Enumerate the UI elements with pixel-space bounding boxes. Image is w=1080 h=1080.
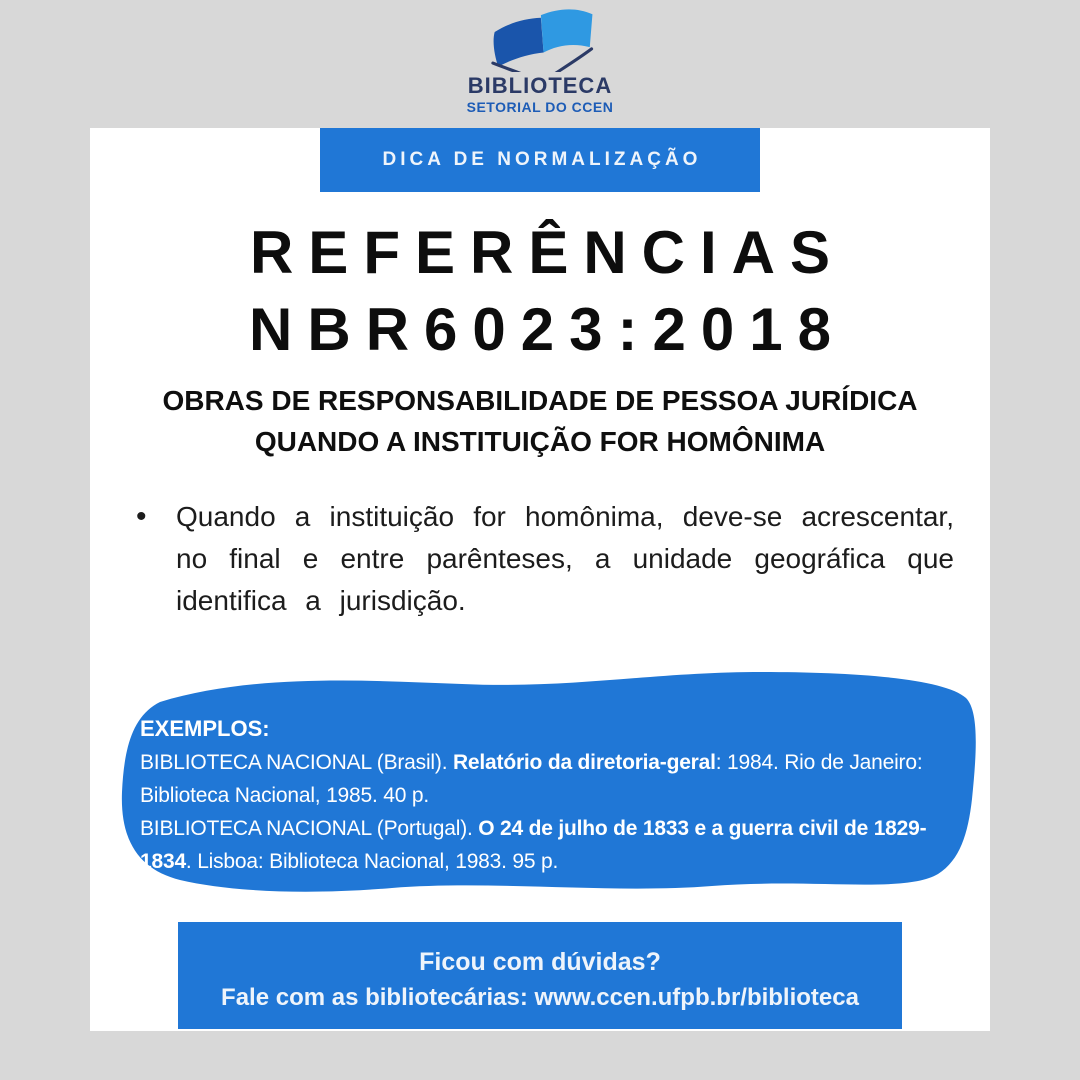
examples-block [112,664,982,902]
content-card [90,128,990,1031]
rule-text: Quando a instituição for homônima, deve-se acrescentar, no final e entre parênteses, a unidade geográfica que identifica a jurisdição. [176,501,954,616]
reference-line: Biblioteca Nacional, 1985. 40 p. [140,784,429,807]
contact-url: Fale com as bibliotecárias: www.ccen.ufpb.br/biblioteca [221,984,859,1011]
subtitle-line-1: OBRAS DE RESPONSABILIDADE DE PESSOA JURÍDICA [162,385,918,416]
subtitle-line-2: QUANDO A INSTITUIÇÃO FOR HOMÔNIMA [254,426,826,457]
reference-line: BIBLIOTECA NACIONAL (Brasil). Relatório da diretoria-geral: 1984. Rio de Janeiro: [140,751,923,774]
page-title [90,214,990,368]
title-line-2: NBR6023:2018 [249,296,846,363]
title-line-1: REFERÊNCIAS [249,219,846,286]
logo-subtitle: SETORIAL DO CCEN [466,99,614,115]
reference-line: 1834. Lisboa: Biblioteca Nacional, 1983. 95 p. [140,850,559,873]
banner-tip: DICA DE NORMALIZAÇÃO [320,128,760,192]
bullet-marker: • [136,500,147,533]
contact-question: Ficou com dúvidas? [419,948,661,976]
reference-line: BIBLIOTECA NACIONAL (Portugal). O 24 de julho de 1833 e a guerra civil de 1829- [140,817,927,840]
rule-paragraph [136,496,954,622]
logo-name: BIBLIOTECA [467,73,613,98]
page-subtitle [90,380,990,462]
examples-heading: EXEMPLOS: [140,716,270,741]
open-book-icon [474,8,606,72]
contact-box [178,922,902,1029]
examples-text [140,712,962,878]
library-logo [0,8,1080,114]
